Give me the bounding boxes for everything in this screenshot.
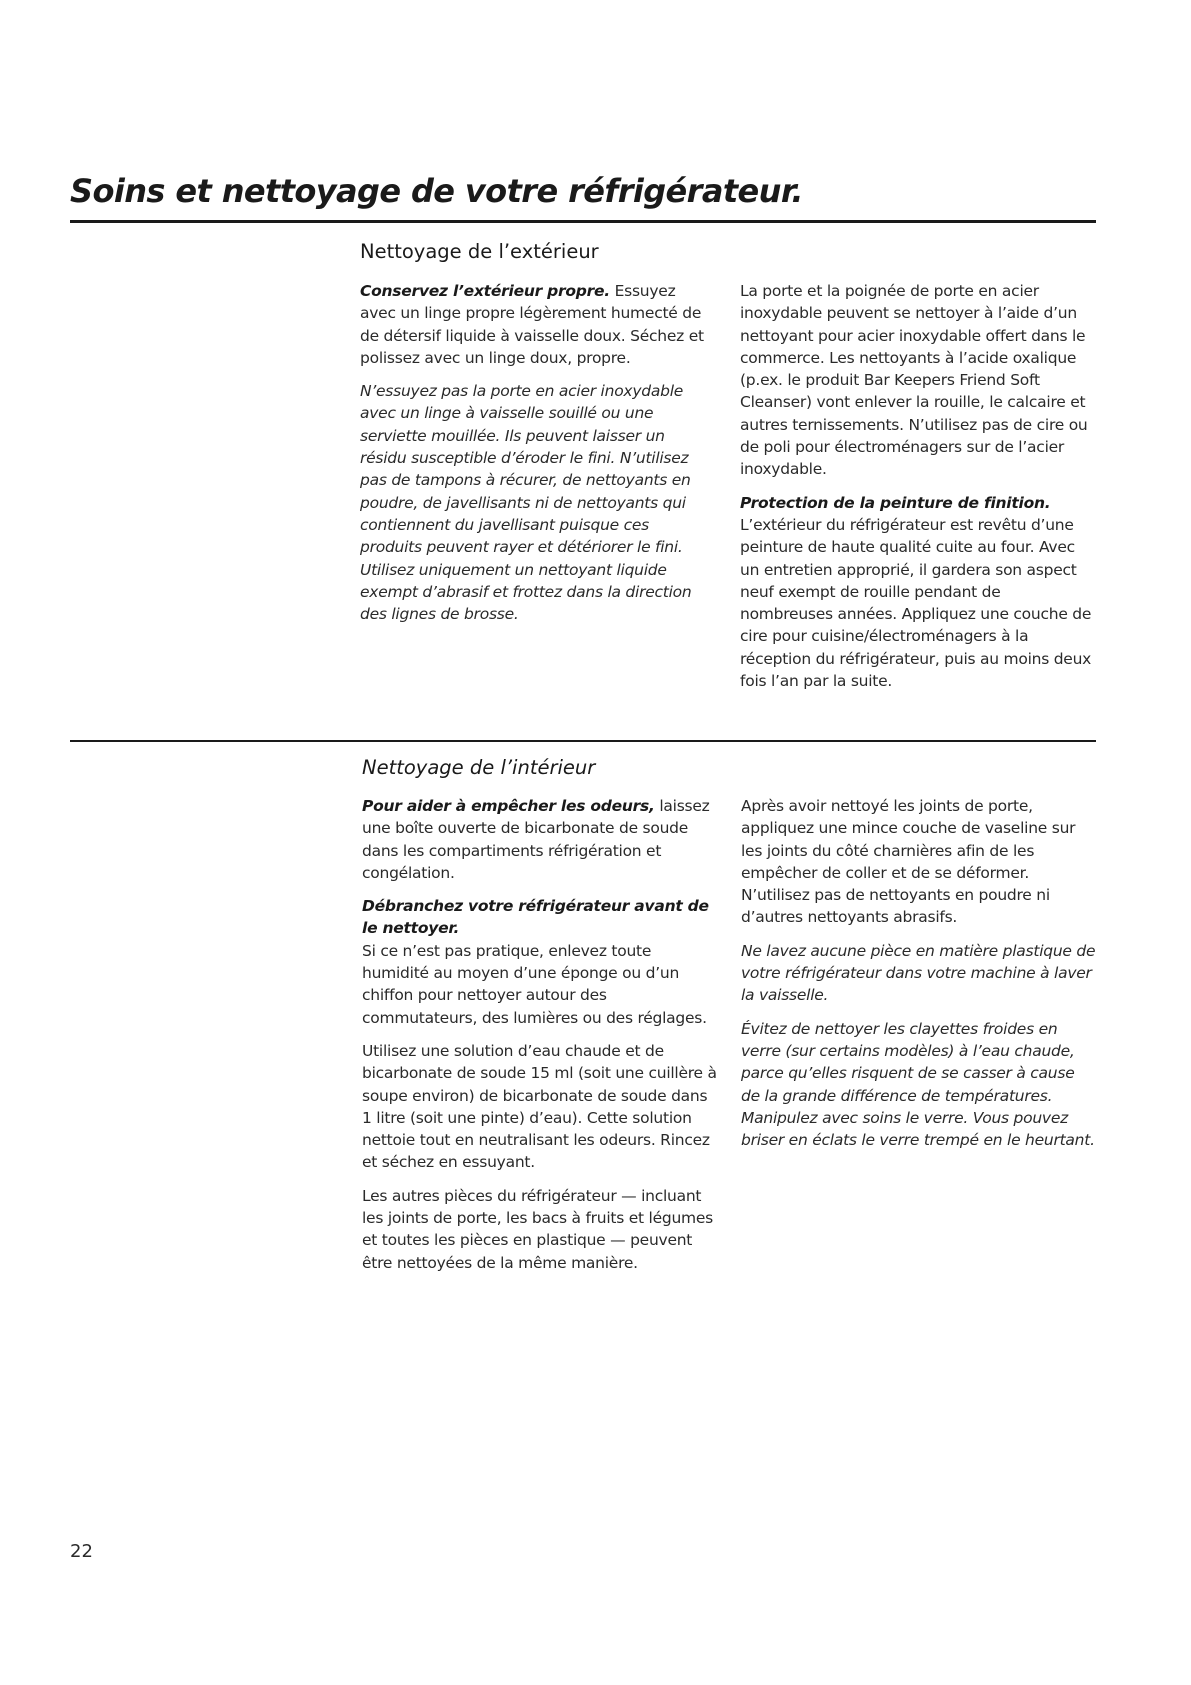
exterior-left-column bbox=[360, 280, 712, 636]
page-number: 22 bbox=[70, 1541, 93, 1562]
exterior-steel-cleaner: La porte et la poignée de porte en acier inoxydable peuvent se nettoyer à l’aide d’un nettoyant pour acier inoxydable offert dans le commerce. Les nettoyants à l’acide oxalique (p.ex. le produit Bar Keepers Friend Soft Cleanser) vont enlever la rouille, le calcaire et autres ternissements. N’utilisez pas de cire ou de poli pour électroménagers sur de l’acier inoxydable. bbox=[740, 282, 1088, 479]
exterior-paint-text: L’extérieur du réfrigérateur est revêtu d’une peinture de haute qualité cuite au four. Avec un entretien approprié, il gardera son aspect neuf exempt de rouille pendant de nombreuses années. Appliquez une couche de cire pour cuisine/électroménagers à la réception du réfrigérateur, puis au moins deux fois l’an par la suite. bbox=[740, 515, 1092, 691]
exterior-steel-warning: N’essuyez pas la porte en acier inoxydable avec un linge à vaisselle souillé ou une serviette mouillée. Ils peuvent laisser un résidu susceptible d’éroder le fini. N’utilisez pas de tampons à récurer, de nettoyants en poudre, de javellisants ni de nettoyants qui contiennent du javellisant puisque ces produits peuvent rayer et détériorer le fini. Utilisez uniquement un nettoyant liquide exempt d’abrasif et frottez dans la direction des lignes de brosse. bbox=[360, 382, 692, 624]
exterior-clean-text: Essuyez avec un linge propre légèrement humecté de de détersif liquide à vaisselle doux. Séchez et polissez avec un linge doux, propre. bbox=[360, 282, 704, 367]
exterior-clean-lead: Conservez l’extérieur propre. bbox=[360, 282, 610, 300]
interior-left-column bbox=[362, 795, 718, 1285]
interior-unplug-paragraph bbox=[362, 895, 718, 1029]
interior-glass-warning: Évitez de nettoyer les clayettes froides en verre (sur certains modèles) à l’eau chaude, parce qu’elles risquent de se casser à cause de la grande différence de températures. Manipulez avec soins le verre. Vous pouvez briser en éclats le verre trempé en le heurtant. bbox=[741, 1019, 1095, 1150]
exterior-paint-paragraph bbox=[740, 492, 1098, 693]
interior-odors-lead: Pour aider à empêcher les odeurs, bbox=[362, 797, 655, 815]
interior-odors-text: laissez une boîte ouverte de bicarbonate de soude dans les compartiments réfrigération et congélation. bbox=[362, 797, 710, 882]
exterior-heading: Nettoyage de l’extérieur bbox=[360, 240, 599, 263]
interior-other-parts-paragraph: Les autres pièces du réfrigérateur — incluant les joints de porte, les bacs à fruits et légumes et toutes les pièces en plastique — peuvent être nettoyées de la même manière. bbox=[362, 1186, 713, 1272]
interior-right-column bbox=[741, 795, 1098, 1162]
section-divider bbox=[70, 740, 1096, 742]
interior-gaskets-paragraph: Après avoir nettoyé les joints de porte, appliquez une mince couche de vaseline sur les joints du côté charnières afin de les empêcher de coller et de se déformer. N’utilisez pas de nettoyants en poudre ni d’autres nettoyants abrasifs. bbox=[741, 797, 1076, 927]
exterior-right-column bbox=[740, 280, 1098, 703]
interior-dishwasher-warning: Ne lavez aucune pièce en matière plastique de votre réfrigérateur dans votre machine à laver la vaisselle. bbox=[741, 941, 1096, 1005]
title-rule bbox=[70, 220, 1096, 223]
interior-unplug-lead: Débranchez votre réfrigérateur avant de le nettoyer. bbox=[362, 897, 709, 938]
interior-solution-paragraph: Utilisez une solution d’eau chaude et de bicarbonate de soude 15 ml (soit une cuillère à soupe environ) de bicarbonate de soude dans 1 litre (soit une pinte) d’eau). Cette solution nettoie tout en neutralisant les odeurs. Rincez et séchez en essuyant. bbox=[362, 1041, 717, 1172]
interior-heading: Nettoyage de l’intérieur bbox=[362, 756, 596, 779]
exterior-paint-lead: Protection de la peinture de finition. bbox=[740, 493, 1051, 512]
interior-odors-paragraph bbox=[362, 795, 718, 884]
exterior-paragraph-clean bbox=[360, 280, 712, 369]
page-title: Soins et nettoyage de votre réfrigérateur. bbox=[70, 172, 803, 210]
interior-unplug-text: Si ce n’est pas pratique, enlevez toute humidité au moyen d’une éponge ou d’un chiffon pour nettoyer autour des commutateurs, des lumières ou des réglages. bbox=[362, 941, 707, 1027]
